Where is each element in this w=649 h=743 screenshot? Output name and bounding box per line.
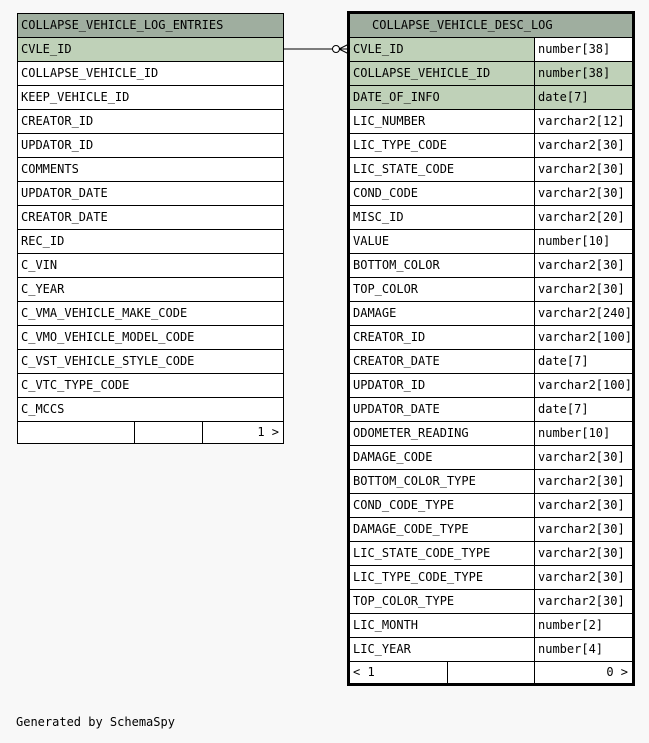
column-type: varchar2[100] [535, 374, 633, 398]
column-type: varchar2[100] [535, 326, 633, 350]
column-name[interactable]: CREATOR_ID [18, 110, 284, 134]
table-row[interactable] [350, 182, 633, 206]
column-name[interactable]: DATE_OF_INFO [350, 86, 535, 110]
row-count [135, 422, 203, 444]
table-row[interactable] [350, 158, 633, 182]
table-row[interactable] [350, 86, 633, 110]
column-name[interactable]: LIC_STATE_CODE_TYPE [350, 542, 535, 566]
column-type: varchar2[30] [535, 446, 633, 470]
table-row[interactable] [350, 566, 633, 590]
table-row[interactable] [350, 470, 633, 494]
column-type: number[10] [535, 230, 633, 254]
table-row[interactable] [350, 614, 633, 638]
column-name[interactable]: C_MCCS [18, 398, 284, 422]
table-row[interactable] [350, 446, 633, 470]
table-row[interactable] [18, 302, 284, 326]
column-type: varchar2[30] [535, 134, 633, 158]
column-name[interactable]: LIC_STATE_CODE [350, 158, 535, 182]
parents-count[interactable]: < 1 [350, 662, 448, 684]
column-type: varchar2[20] [535, 206, 633, 230]
column-type: date[7] [535, 86, 633, 110]
column-name[interactable]: CREATOR_ID [350, 326, 535, 350]
column-name[interactable]: CVLE_ID [18, 38, 284, 62]
table-row[interactable] [18, 278, 284, 302]
table-row[interactable] [350, 590, 633, 614]
parents-count[interactable] [18, 422, 135, 444]
column-name[interactable]: CREATOR_DATE [18, 206, 284, 230]
table-row[interactable] [350, 422, 633, 446]
table-row[interactable] [350, 374, 633, 398]
column-name[interactable]: UPDATOR_DATE [350, 398, 535, 422]
column-name[interactable]: COND_CODE_TYPE [350, 494, 535, 518]
column-name[interactable]: C_VMO_VEHICLE_MODEL_CODE [18, 326, 284, 350]
table-row[interactable] [350, 542, 633, 566]
column-name[interactable]: C_VTC_TYPE_CODE [18, 374, 284, 398]
column-type: varchar2[12] [535, 110, 633, 134]
column-type: date[7] [535, 398, 633, 422]
column-name[interactable]: TOP_COLOR [350, 278, 535, 302]
column-name[interactable]: C_VST_VEHICLE_STYLE_CODE [18, 350, 284, 374]
table-row[interactable] [350, 134, 633, 158]
column-name[interactable]: DAMAGE_CODE [350, 446, 535, 470]
column-name[interactable]: COND_CODE [350, 182, 535, 206]
table-row[interactable] [350, 638, 633, 662]
table-title[interactable]: COLLAPSE_VEHICLE_LOG_ENTRIES [18, 14, 284, 38]
column-name[interactable]: KEEP_VEHICLE_ID [18, 86, 284, 110]
column-name[interactable]: DAMAGE [350, 302, 535, 326]
column-name[interactable]: ODOMETER_READING [350, 422, 535, 446]
table-row[interactable] [18, 230, 284, 254]
column-name[interactable]: COLLAPSE_VEHICLE_ID [350, 62, 535, 86]
column-name[interactable]: C_YEAR [18, 278, 284, 302]
column-name[interactable]: BOTTOM_COLOR_TYPE [350, 470, 535, 494]
table-row[interactable] [350, 230, 633, 254]
column-name[interactable]: LIC_MONTH [350, 614, 535, 638]
column-name[interactable]: UPDATOR_DATE [18, 182, 284, 206]
table-row[interactable] [18, 350, 284, 374]
column-type: varchar2[30] [535, 590, 633, 614]
column-type: varchar2[30] [535, 182, 633, 206]
column-type: varchar2[30] [535, 542, 633, 566]
children-count[interactable]: 1 > [203, 422, 284, 444]
column-name[interactable]: TOP_COLOR_TYPE [350, 590, 535, 614]
table-row[interactable] [18, 206, 284, 230]
column-name[interactable]: LIC_NUMBER [350, 110, 535, 134]
table-row[interactable] [350, 278, 633, 302]
table-collapse-vehicle-log-entries[interactable] [17, 13, 284, 444]
table-row[interactable] [18, 326, 284, 350]
column-type: number[38] [535, 38, 633, 62]
table-row[interactable] [350, 110, 633, 134]
column-name[interactable]: COMMENTS [18, 158, 284, 182]
column-name[interactable]: C_VIN [18, 254, 284, 278]
table-row[interactable] [350, 350, 633, 374]
table-row[interactable] [18, 134, 284, 158]
table-row[interactable] [18, 110, 284, 134]
table-row[interactable] [350, 38, 633, 62]
fk-optional-circle-marker [333, 46, 340, 53]
column-type: varchar2[30] [535, 254, 633, 278]
table-row[interactable] [18, 398, 284, 422]
column-type: varchar2[30] [535, 470, 633, 494]
table-row[interactable] [350, 302, 633, 326]
column-type: number[38] [535, 62, 633, 86]
column-name[interactable]: UPDATOR_ID [350, 374, 535, 398]
table-row[interactable] [18, 86, 284, 110]
column-name[interactable]: UPDATOR_ID [18, 134, 284, 158]
column-type: varchar2[30] [535, 566, 633, 590]
table-row[interactable] [350, 62, 633, 86]
column-name[interactable]: C_VMA_VEHICLE_MAKE_CODE [18, 302, 284, 326]
column-type: varchar2[30] [535, 158, 633, 182]
column-name[interactable]: VALUE [350, 230, 535, 254]
table-collapse-vehicle-desc-log[interactable] [349, 13, 633, 684]
column-name[interactable]: CVLE_ID [350, 38, 535, 62]
column-type: varchar2[30] [535, 518, 633, 542]
table-row[interactable] [350, 494, 633, 518]
fk-crowfoot-top [339, 44, 349, 49]
table-row[interactable] [18, 62, 284, 86]
table-row[interactable] [18, 158, 284, 182]
column-type: number[4] [535, 638, 633, 662]
column-name[interactable]: CREATOR_DATE [350, 350, 535, 374]
row-count [448, 662, 535, 684]
table-row[interactable] [350, 398, 633, 422]
column-type: varchar2[30] [535, 278, 633, 302]
column-name[interactable]: DAMAGE_CODE_TYPE [350, 518, 535, 542]
column-type: date[7] [535, 350, 633, 374]
children-count[interactable]: 0 > [535, 662, 633, 684]
table-row[interactable] [18, 254, 284, 278]
column-name[interactable]: LIC_TYPE_CODE_TYPE [350, 566, 535, 590]
table-row[interactable] [350, 518, 633, 542]
column-name[interactable]: BOTTOM_COLOR [350, 254, 535, 278]
table-row[interactable] [18, 182, 284, 206]
table-footer [18, 422, 284, 444]
table-row[interactable] [18, 38, 284, 62]
column-name[interactable]: REC_ID [18, 230, 284, 254]
column-type: varchar2[240] [535, 302, 633, 326]
column-name[interactable]: COLLAPSE_VEHICLE_ID [18, 62, 284, 86]
column-type: varchar2[30] [535, 494, 633, 518]
column-type: number[2] [535, 614, 633, 638]
table-row[interactable] [18, 374, 284, 398]
table-row[interactable] [350, 326, 633, 350]
column-name[interactable]: LIC_TYPE_CODE [350, 134, 535, 158]
table-row[interactable] [350, 254, 633, 278]
fk-crowfoot-bottom [339, 49, 349, 54]
table-title[interactable]: COLLAPSE_VEHICLE_DESC_LOG [350, 14, 633, 38]
table-row[interactable] [350, 206, 633, 230]
column-type: number[10] [535, 422, 633, 446]
generated-by-label: Generated by SchemaSpy [16, 715, 175, 729]
column-name[interactable]: LIC_YEAR [350, 638, 535, 662]
table-footer [350, 662, 633, 684]
column-name[interactable]: MISC_ID [350, 206, 535, 230]
